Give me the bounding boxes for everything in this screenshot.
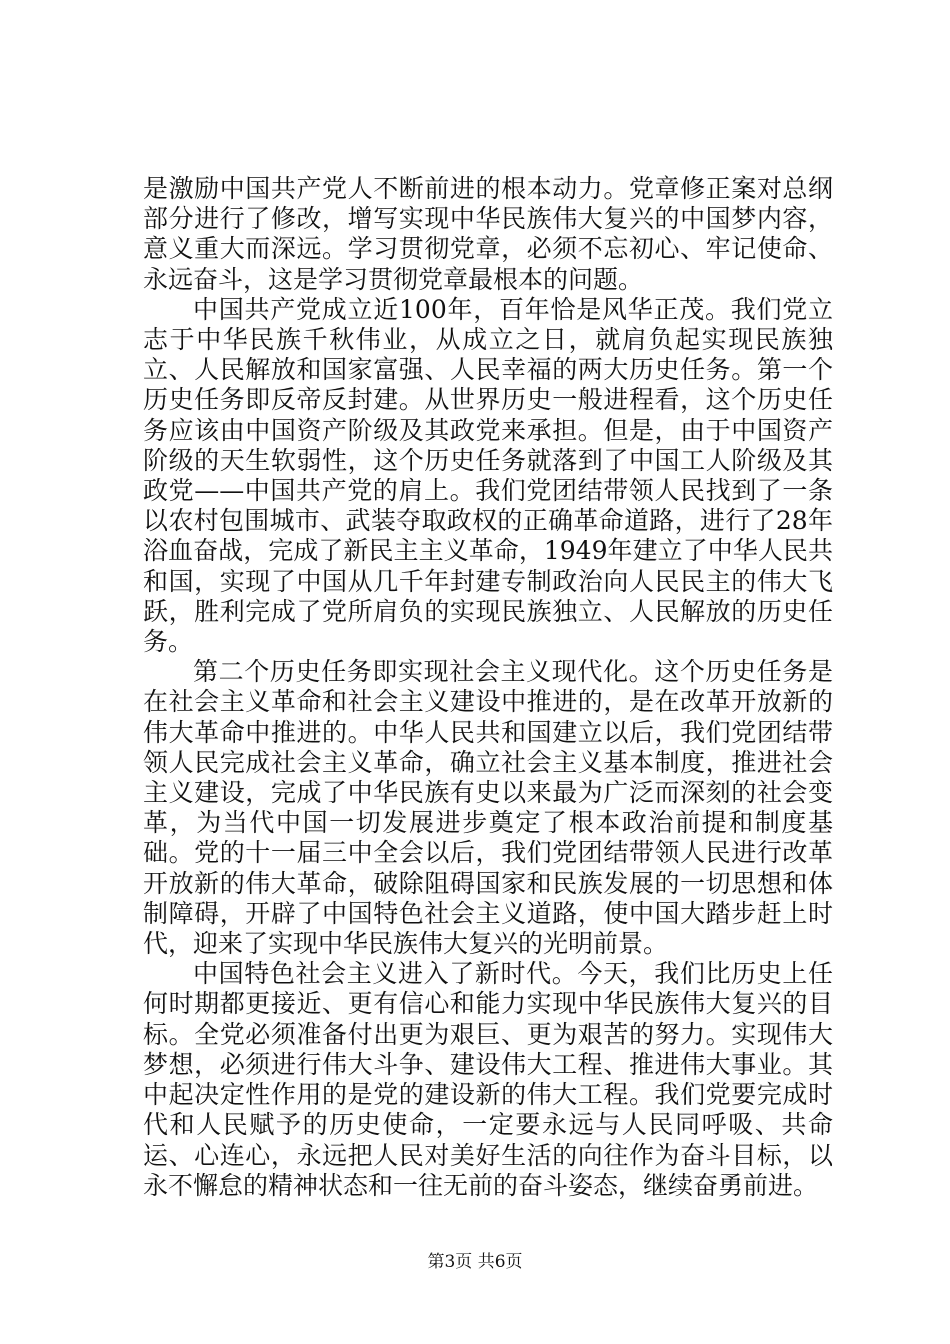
document-body — [143, 174, 833, 1201]
paragraph-first-task: 中国共产党成立近100年，百年恰是风华正茂。我们党立志于中华民族千秋伟业，从成立之日，就肩负起实现民族独立、人民解放和国家富强、人民幸福的两大历史任务。第一个历史任务即反帝反封建。从世界历史一般进程看，这个历史任务应该由中国资产阶级及其政党来承担。但是，由于中国资产阶级的天生软弱性，这个历史任务就落到了中国工人阶级及其政党——中国共产党的肩上。我们党团结带领人民找到了一条以农村包围城市、武装夺取政权的正确革命道路，进行了28年浴血奋战，完成了新民主主义革命，1949年建立了中华人民共和国，实现了中国从几千年封建专制政治向人民民主的伟大飞跃，胜利完成了党所肩负的实现民族独立、人民解放的历史任务。 — [143, 294, 833, 657]
paragraph-second-task: 第二个历史任务即实现社会主义现代化。这个历史任务是在社会主义革命和社会主义建设中推进的，是在改革开放新的伟大革命中推进的。中华人民共和国建立以后，我们党团结带领人民完成社会主义革命，确立社会主义基本制度，推进社会主义建设，完成了中华民族有史以来最为广泛而深刻的社会变革，为当代中国一切发展进步奠定了根本政治前提和制度基础。党的十一届三中全会以后，我们党团结带领人民进行改革开放新的伟大革命，破除阻碍国家和民族发展的一切思想和体制障碍，开辟了中国特色社会主义道路，使中国大踏步赶上时代，迎来了实现中华民族伟大复兴的光明前景。 — [143, 657, 833, 959]
paragraph-new-era: 中国特色社会主义进入了新时代。今天，我们比历史上任何时期都更接近、更有信心和能力实现中华民族伟大复兴的目标。全党必须准备付出更为艰巨、更为艰苦的努力。实现伟大梦想，必须进行伟大斗争、建设伟大工程、推进伟大事业。其中起决定性作用的是党的建设新的伟大工程。我们党要完成时代和人民赋予的历史使命，一定要永远与人民同呼吸、共命运、心连心，永远把人民对美好生活的向往作为奋斗目标，以永不懈怠的精神状态和一往无前的奋斗姿态，继续奋勇前进。 — [143, 959, 833, 1200]
page-footer: 第3页 共6页 — [427, 1252, 523, 1272]
paragraph-continuation: 是激励中国共产党人不断前进的根本动力。党章修正案对总纲部分进行了修改，增写实现中华民族伟大复兴的中国梦内容，意义重大而深远。学习贯彻党章，必须不忘初心、牢记使命、永远奋斗，这是学习贯彻党章最根本的问题。 — [143, 174, 833, 294]
